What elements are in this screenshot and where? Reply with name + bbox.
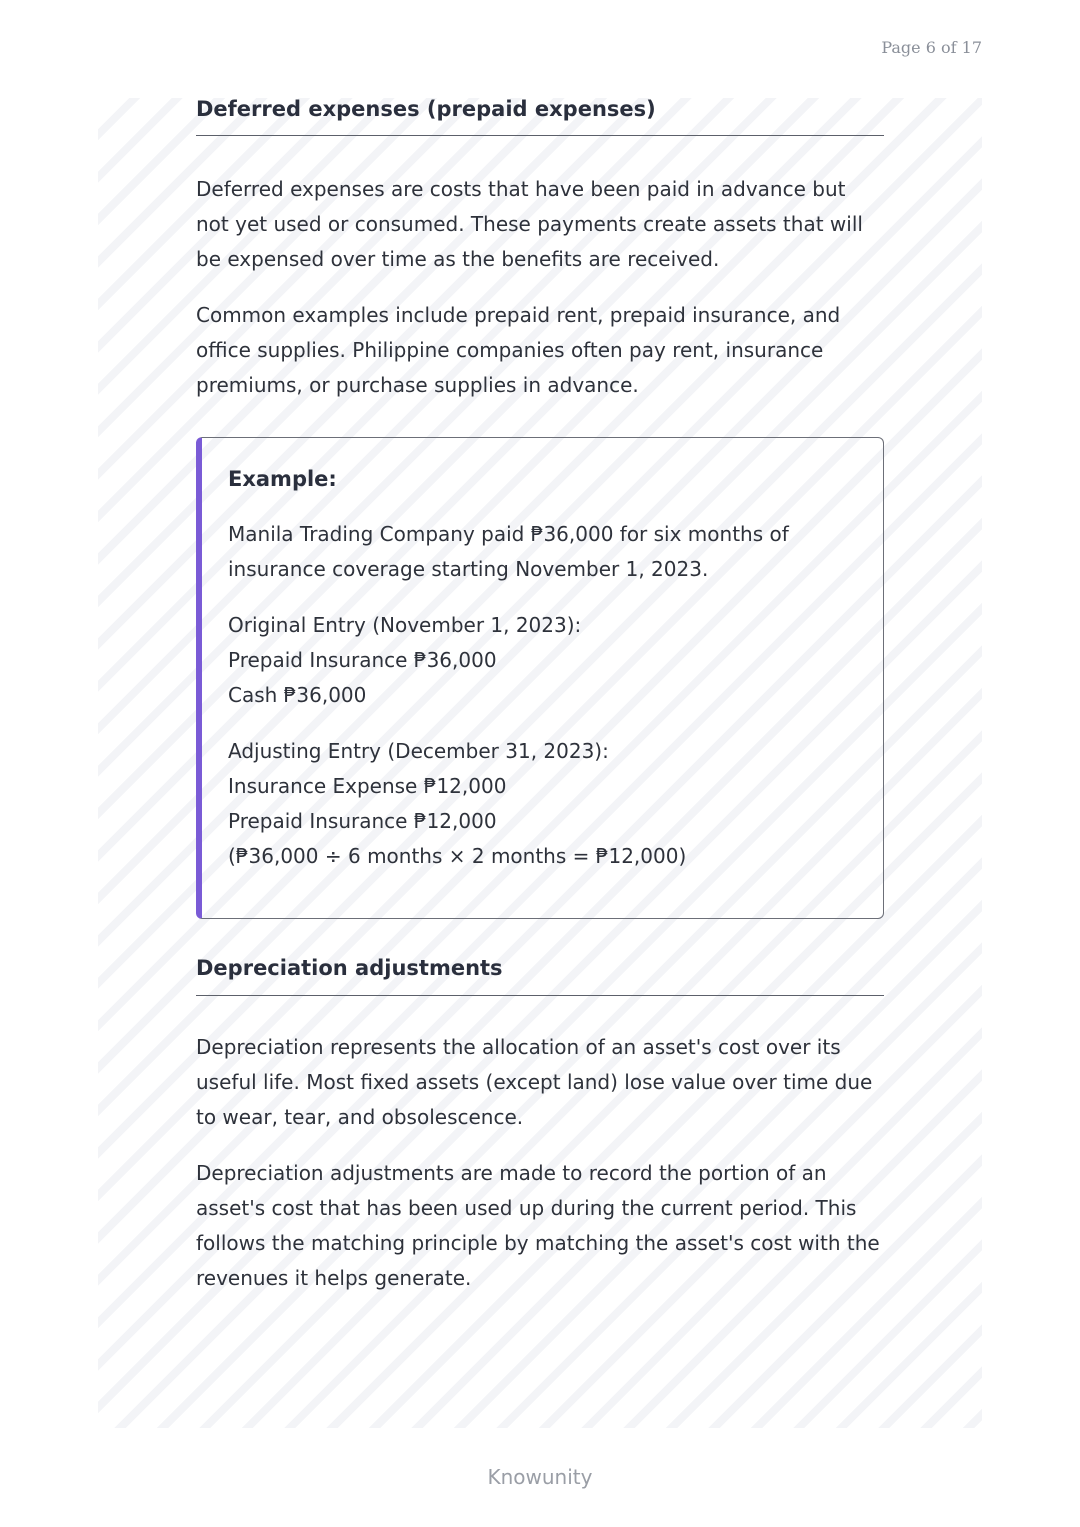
section-title-depreciation: Depreciation adjustments (196, 955, 884, 995)
paragraph: Depreciation adjustments are made to record the portion of an asset's cost that has been used up during the current period. This follows the matching principle by matching the asset's cost with the revenues it helps generate. (196, 1160, 880, 1290)
entry-line: Prepaid Insurance ₱36,000 (228, 648, 497, 673)
example-description: Manila Trading Company paid ₱36,000 for six months of insurance coverage starting November 1, 2023. (228, 522, 789, 582)
entry-line: Cash ₱36,000 (228, 683, 367, 708)
paragraph: Depreciation represents the allocation of an asset's cost over its useful life. Most fixed assets (except land) lose value over time due to wear, tear, and obsolescence. (196, 1034, 873, 1129)
entry-heading: Adjusting Entry (December 31, 2023): (228, 739, 609, 764)
page-content (196, 96, 884, 1296)
page-number: Page 6 of 17 (881, 38, 982, 57)
original-entry (228, 608, 853, 713)
footer-brand: Knowunity (487, 1465, 593, 1489)
entry-line: Prepaid Insurance ₱12,000 (228, 809, 497, 834)
section-title-deferred-expenses: Deferred expenses (prepaid expenses) (196, 96, 884, 136)
example-label: Example: (228, 467, 337, 492)
adjusting-entry (228, 734, 853, 874)
paragraph: Common examples include prepaid rent, prepaid insurance, and office supplies. Philippine companies often pay rent, insurance premiums, or purchase supplies in advance. (196, 303, 841, 398)
example-box (196, 437, 884, 919)
paragraph: Deferred expenses are costs that have been paid in advance but not yet used or consumed. These payments create assets that will be expensed over time as the benefits are received. (196, 177, 863, 272)
entry-heading: Original Entry (November 1, 2023): (228, 613, 582, 638)
entry-line: Insurance Expense ₱12,000 (228, 774, 507, 799)
entry-calculation: (₱36,000 ÷ 6 months × 2 months = ₱12,000) (228, 844, 687, 869)
section-depreciation (196, 955, 884, 1295)
